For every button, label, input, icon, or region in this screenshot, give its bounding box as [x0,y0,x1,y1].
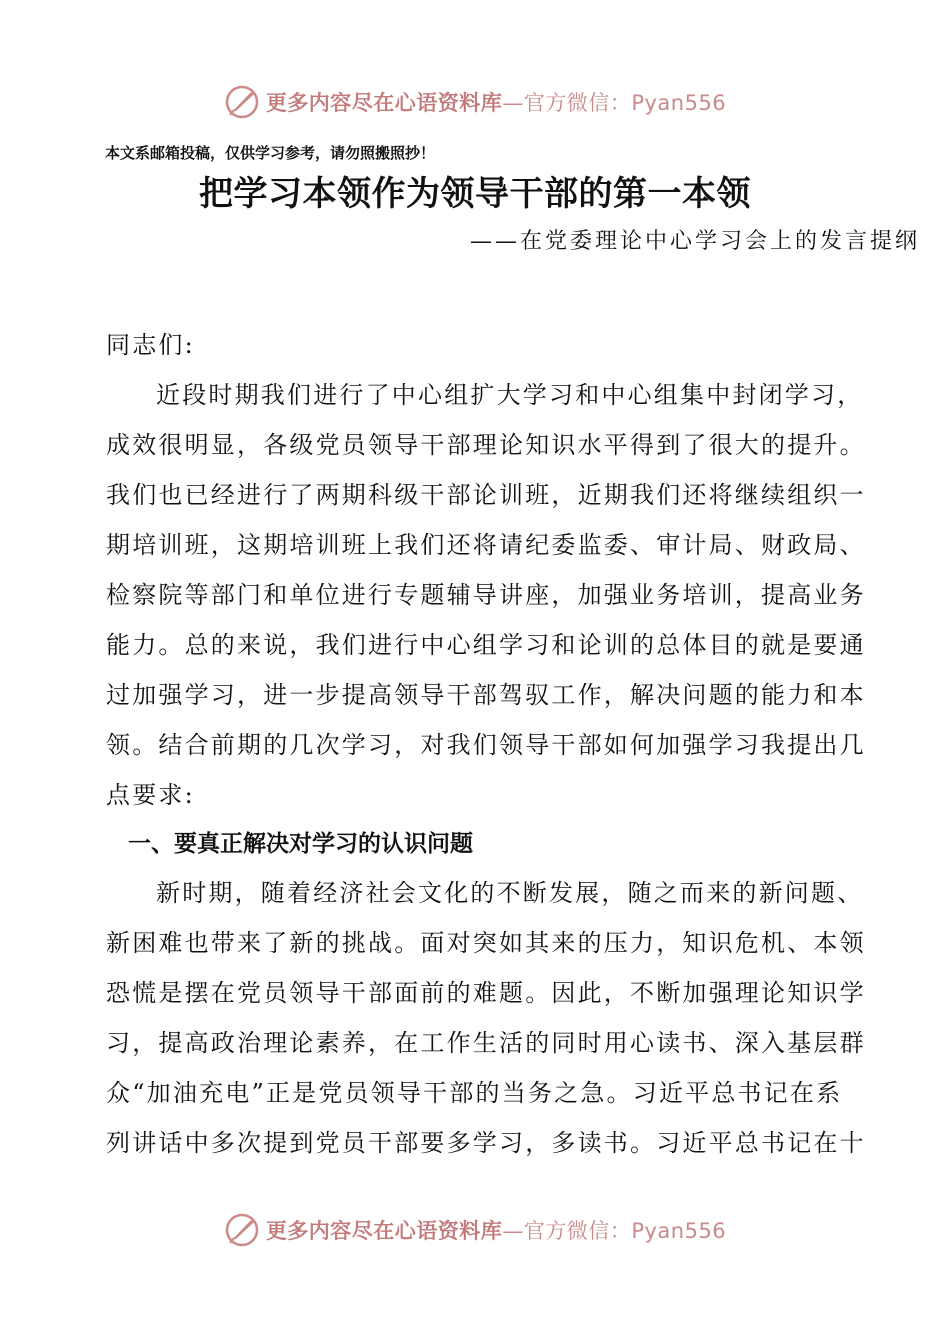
paragraph-line: 过加强学习，进一步提高领导干部驾驭工作，解决问题的能力和本 [106,681,866,709]
paragraph-line: 能力。总的来说，我们进行中心组学习和论训的总体目的就是要通 [106,631,866,659]
paragraph-line: 近段时期我们进行了中心组扩大学习和中心组集中封闭学习， [156,381,864,409]
paragraph-line: 列讲话中多次提到党员干部要多学习，多读书。习近平总书记在十 [106,1129,866,1157]
paragraph-line: 期培训班，这期培训班上我们还将请纪委监委、审计局、财政局、 [106,531,866,559]
watermark-text: 更多内容尽在心语资料库—官方微信：Pyan556 [265,91,727,115]
submission-notice: 本文系邮箱投稿，仅供学习参考，请勿照搬照抄！ [105,144,436,162]
paragraph-line: 点要求: [106,781,195,809]
document-title: 把学习本领作为领导干部的第一本领 [199,174,751,214]
watermark-text: 更多内容尽在心语资料库—官方微信：Pyan556 [265,1219,727,1243]
document-subtitle: ——在党委理论中心学习会上的发言提纲 [470,229,921,254]
paragraph-line: 新时期，随着经济社会文化的不断发展，随之而来的新问题、 [156,879,864,907]
quill-pen-circle-icon [224,84,260,120]
paragraph-line: 新困难也带来了新的挑战。面对突如其来的压力，知识危机、本领 [106,929,866,957]
paragraph-line: 成效很明显，各级党员领导干部理论知识水平得到了很大的提升。 [106,431,866,459]
quill-pen-circle-icon [224,1212,260,1248]
paragraph-line: 领。结合前期的几次学习，对我们领导干部如何加强学习我提出几 [106,731,866,759]
greeting: 同志们: [106,331,195,359]
paragraph-line: 众“加油充电”正是党员领导干部的当务之急。习近平总书记在系 [106,1079,843,1107]
paragraph-line: 我们也已经进行了两期科级干部论训班，近期我们还将继续组织一 [106,481,866,509]
section-heading: 一、要真正解决对学习的认识问题 [128,831,473,857]
footer-watermark [0,1208,950,1252]
paragraph-line: 恐慌是摆在党员领导干部面前的难题。因此，不断加强理论知识学 [106,979,866,1007]
paragraph-line: 检察院等部门和单位进行专题辅导讲座，加强业务培训，提高业务 [106,581,866,609]
paragraph-line: 习，提高政治理论素养，在工作生活的同时用心读书、深入基层群 [106,1029,866,1057]
header-watermark [0,80,950,124]
